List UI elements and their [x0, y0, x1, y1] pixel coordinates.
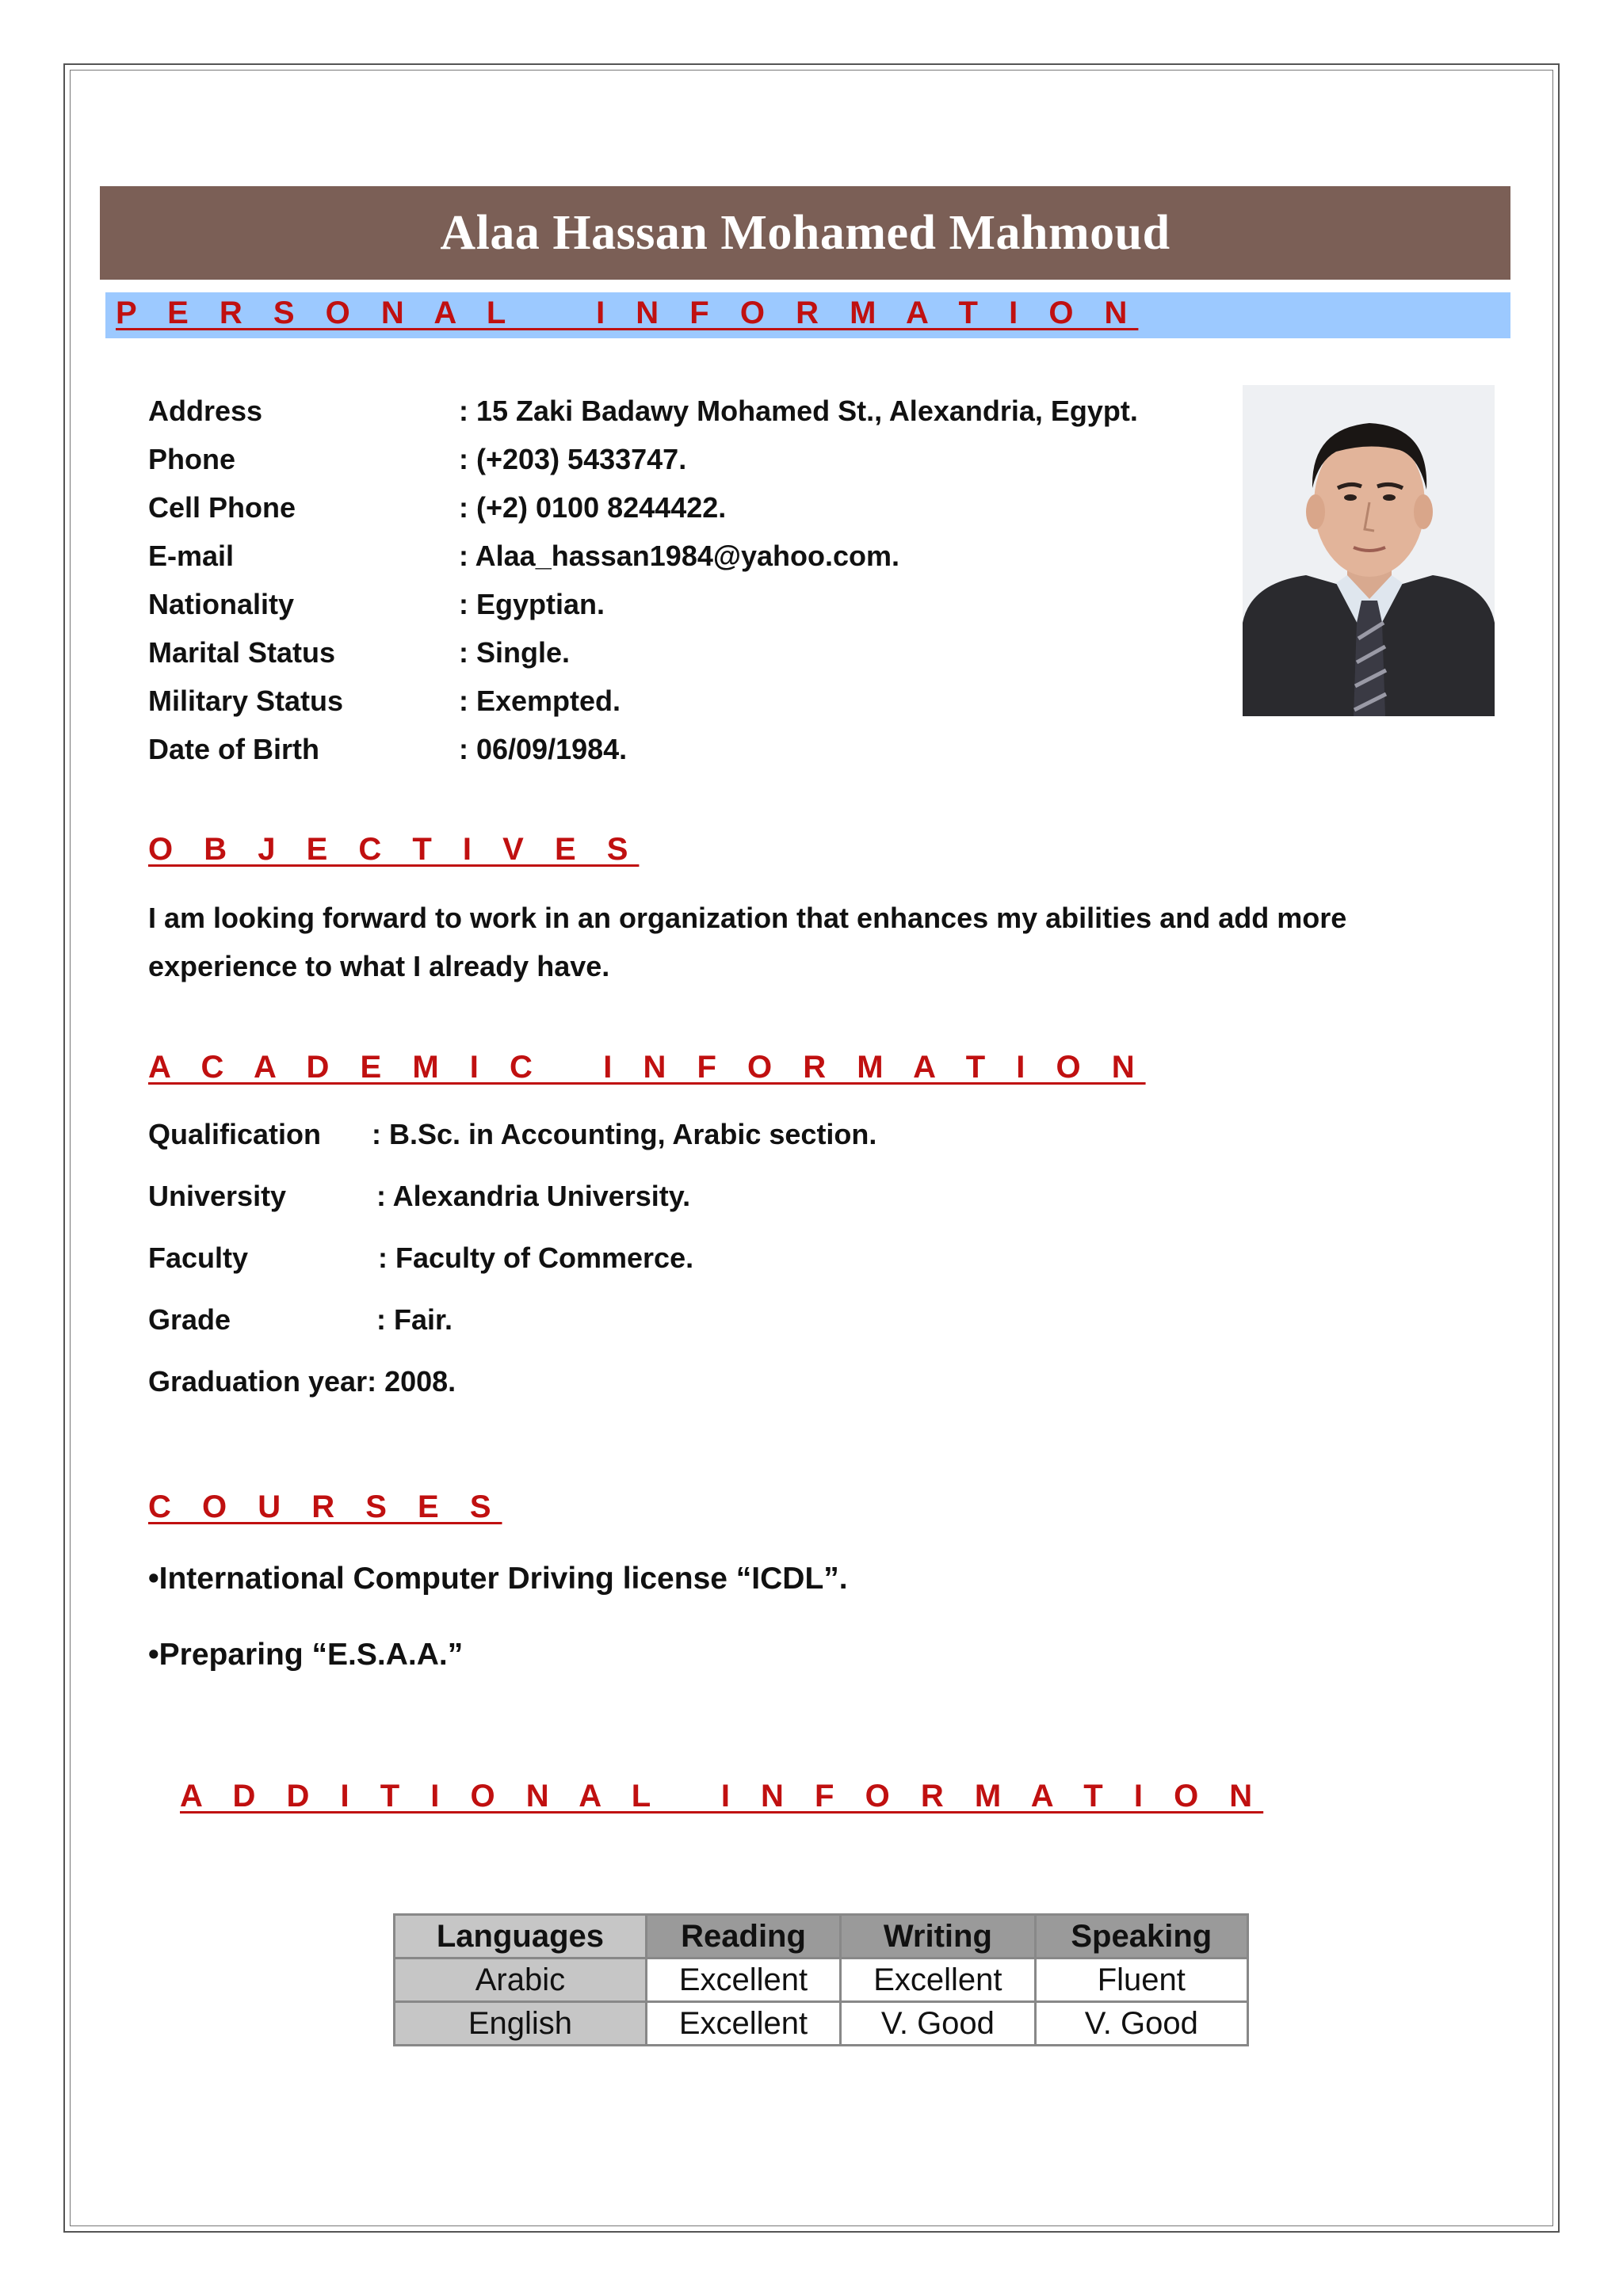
language-cell: Arabic — [395, 1958, 647, 2002]
row-value: : Faculty of Commerce. — [378, 1241, 694, 1274]
header-speaking: Speaking — [1035, 1915, 1247, 1958]
header-reading: Reading — [646, 1915, 840, 1958]
row-label: Address — [148, 395, 263, 427]
header-writing: Writing — [841, 1915, 1035, 1958]
academic-info-heading: A C A D E M I C I N F O R M A T I O N — [148, 1050, 1146, 1085]
additional-info-heading: A D D I T I O N A L I N F O R M A T I O N — [180, 1779, 1264, 1814]
row-label: Cell Phone — [148, 491, 296, 524]
row-value: : Fair. — [376, 1303, 453, 1336]
row-label: Faculty — [148, 1241, 249, 1274]
candidate-name: Alaa Hassan Mohamed Mahmoud — [440, 205, 1170, 260]
row-value: : (+2) 0100 8244422. — [459, 491, 727, 524]
row-label: Qualification — [148, 1118, 322, 1150]
table-header-row — [395, 1915, 1248, 1958]
row-label: Date of Birth — [148, 733, 319, 765]
course-item: •International Computer Driving license “ICDL”. — [148, 1562, 848, 1596]
row-value: : Exempted. — [459, 685, 621, 717]
courses-heading: C O U R S E S — [148, 1489, 502, 1524]
row-value: : 06/09/1984. — [459, 733, 628, 765]
row-label: Military Status — [148, 685, 344, 717]
header-languages: Languages — [395, 1915, 647, 1958]
row-label: Marital Status — [148, 636, 336, 669]
row-label: University — [148, 1180, 287, 1212]
row-value: : Egyptian. — [459, 588, 605, 620]
table-row — [395, 1958, 1248, 2002]
objectives-heading: O B J E C T I V E S — [148, 832, 640, 867]
profile-photo — [1243, 385, 1495, 716]
row-label: Grade — [148, 1303, 231, 1336]
writing-cell: Excellent — [841, 1958, 1035, 2002]
languages-table — [393, 1913, 1249, 2046]
personal-info-heading: P E R S O N A L I N F O R M A T I O N — [116, 296, 1139, 330]
writing-cell: V. Good — [841, 2002, 1035, 2046]
row-label: E-mail — [148, 540, 235, 572]
academic-graduation-year: Graduation year: 2008. — [148, 1365, 456, 1398]
profile-photo-illustration — [1243, 385, 1495, 716]
objectives-text: I am looking forward to work in an organization that enhances my abilities and add more experience to what I already have. — [148, 902, 1347, 982]
row-value: : Alaa_hassan1984@yahoo.com. — [459, 540, 900, 572]
course-item: •Preparing “E.S.A.A.” — [148, 1638, 464, 1672]
table-row — [395, 2002, 1248, 2046]
row-value: : B.Sc. in Accounting, Arabic section. — [372, 1118, 877, 1150]
speaking-cell: Fluent — [1035, 1958, 1247, 2002]
row-label: Phone — [148, 443, 236, 475]
row-value: : Alexandria University. — [376, 1180, 691, 1212]
reading-cell: Excellent — [646, 1958, 840, 2002]
row-value: : Single. — [459, 636, 571, 669]
row-value: : (+203) 5433747. — [459, 443, 687, 475]
name-banner — [100, 186, 1510, 280]
row-value: : 15 Zaki Badawy Mohamed St., Alexandria, Egypt. — [459, 395, 1138, 427]
row-label: Nationality — [148, 588, 295, 620]
reading-cell: Excellent — [646, 2002, 840, 2046]
language-cell: English — [395, 2002, 647, 2046]
speaking-cell: V. Good — [1035, 2002, 1247, 2046]
